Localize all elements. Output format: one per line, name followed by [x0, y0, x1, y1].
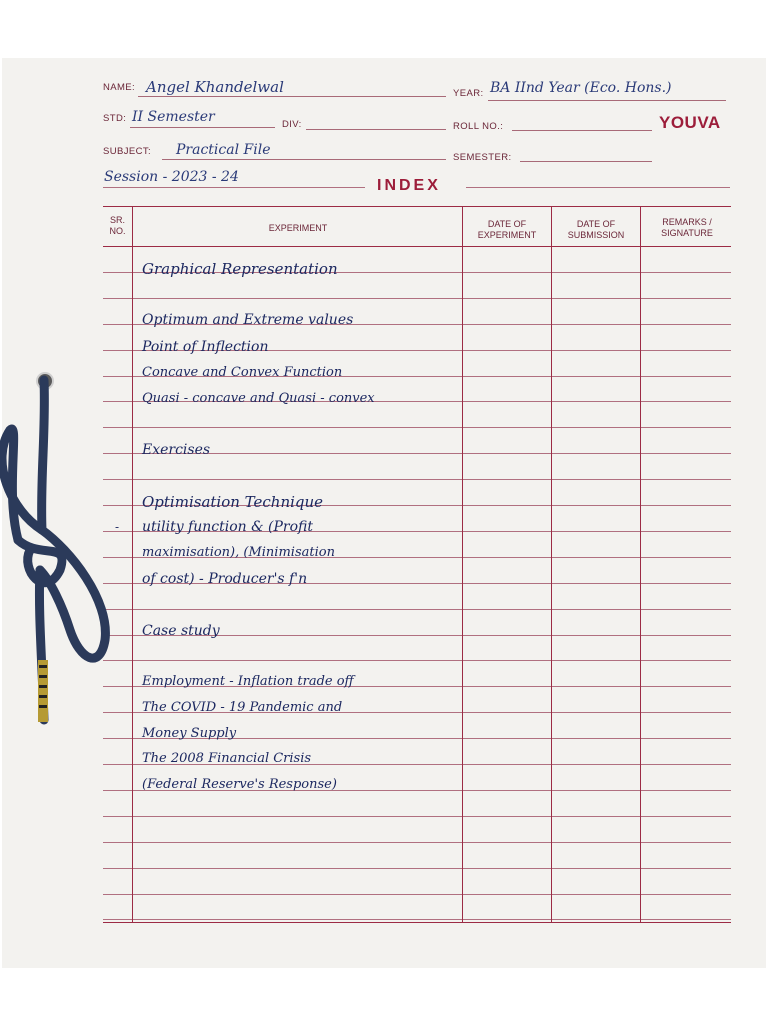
- index-title: INDEX: [377, 177, 441, 194]
- year-label: YEAR:: [453, 88, 484, 99]
- std-underline: [130, 127, 275, 128]
- column-divider-experiment: [462, 206, 463, 922]
- div-underline: [306, 129, 446, 130]
- year-value: BA IInd Year (Eco. Hons.): [490, 80, 672, 96]
- table-row-rule: [103, 479, 731, 480]
- table-row-rule: [103, 660, 731, 661]
- index-rule-right: [466, 187, 730, 188]
- name-underline: [138, 96, 446, 97]
- subject-underline: [162, 159, 446, 160]
- table-row-rule: [103, 609, 731, 610]
- brand-logo: YOUVA: [659, 113, 721, 132]
- column-divider-date-exp: [551, 206, 552, 922]
- subject-value: Practical File: [176, 142, 271, 158]
- session-value: Session - 2023 - 24: [104, 169, 239, 185]
- entry-utility-function: utility function & (Profit: [142, 519, 313, 535]
- index-rule-left: [103, 187, 365, 188]
- name-value: Angel Khandelwal: [146, 78, 284, 96]
- entry-financial-crisis: The 2008 Financial Crisis: [142, 751, 312, 766]
- roll-label: ROLL NO.:: [453, 121, 504, 132]
- entry-money-supply: Money Supply: [142, 726, 237, 741]
- table-bottom-border: [103, 922, 731, 923]
- column-divider-sr: [132, 206, 133, 922]
- entry-covid: The COVID - 19 Pandemic and: [142, 700, 343, 715]
- col-header-sr: SR. NO.: [109, 215, 126, 236]
- roll-underline: [512, 130, 652, 131]
- semester-label: SEMESTER:: [453, 152, 512, 163]
- col-header-remarks: REMARKS / SIGNATURE: [661, 217, 713, 238]
- semester-underline: [520, 161, 652, 162]
- entry-concave-convex: Concave and Convex Function: [142, 365, 343, 380]
- div-label: DIV:: [282, 119, 302, 130]
- entry-maximisation: maximisation), (Minimisation: [142, 545, 335, 560]
- table-row-rule: [103, 298, 731, 299]
- entry-cost: of cost) - Producer's f'n: [142, 571, 308, 587]
- entry-federal-reserve: (Federal Reserve's Response): [142, 777, 337, 792]
- subject-label: SUBJECT:: [103, 146, 152, 157]
- table-row-rule: [103, 427, 731, 428]
- col-header-date-experiment: DATE OF EXPERIMENT: [477, 219, 537, 240]
- entry-point-inflection: Point of Inflection: [142, 339, 269, 355]
- table-row-rule: [103, 868, 731, 869]
- table-row-rule: [103, 816, 731, 817]
- table-row-rule: [103, 919, 731, 920]
- entry-exercises: Exercises: [142, 442, 211, 458]
- column-divider-date-sub: [640, 206, 641, 922]
- entry-optimum-extreme: Optimum and Extreme values: [142, 312, 354, 328]
- col-header-experiment: EXPERIMENT: [268, 223, 328, 233]
- row-marker: -: [115, 520, 120, 534]
- col-header-date-submission: DATE OF SUBMISSION: [567, 219, 625, 240]
- table-row-rule: [103, 894, 731, 895]
- entry-case-study: Case study: [142, 623, 220, 639]
- entry-graphical-representation: Graphical Representation: [142, 260, 338, 278]
- table-header-bottom: [103, 246, 731, 247]
- table-row-rule: [103, 842, 731, 843]
- entry-employment-inflation: Employment - Inflation trade off: [142, 674, 354, 689]
- name-label: NAME:: [103, 82, 136, 93]
- std-label: STD:: [103, 113, 127, 124]
- table-top-border: [103, 206, 731, 207]
- entry-quasi: Quasi - concave and Quasi - convex: [142, 391, 375, 406]
- binder-cord-icon: [0, 370, 130, 740]
- entry-optimisation: Optimisation Technique: [142, 493, 324, 511]
- year-underline: [488, 100, 726, 101]
- std-value: II Semester: [132, 109, 215, 125]
